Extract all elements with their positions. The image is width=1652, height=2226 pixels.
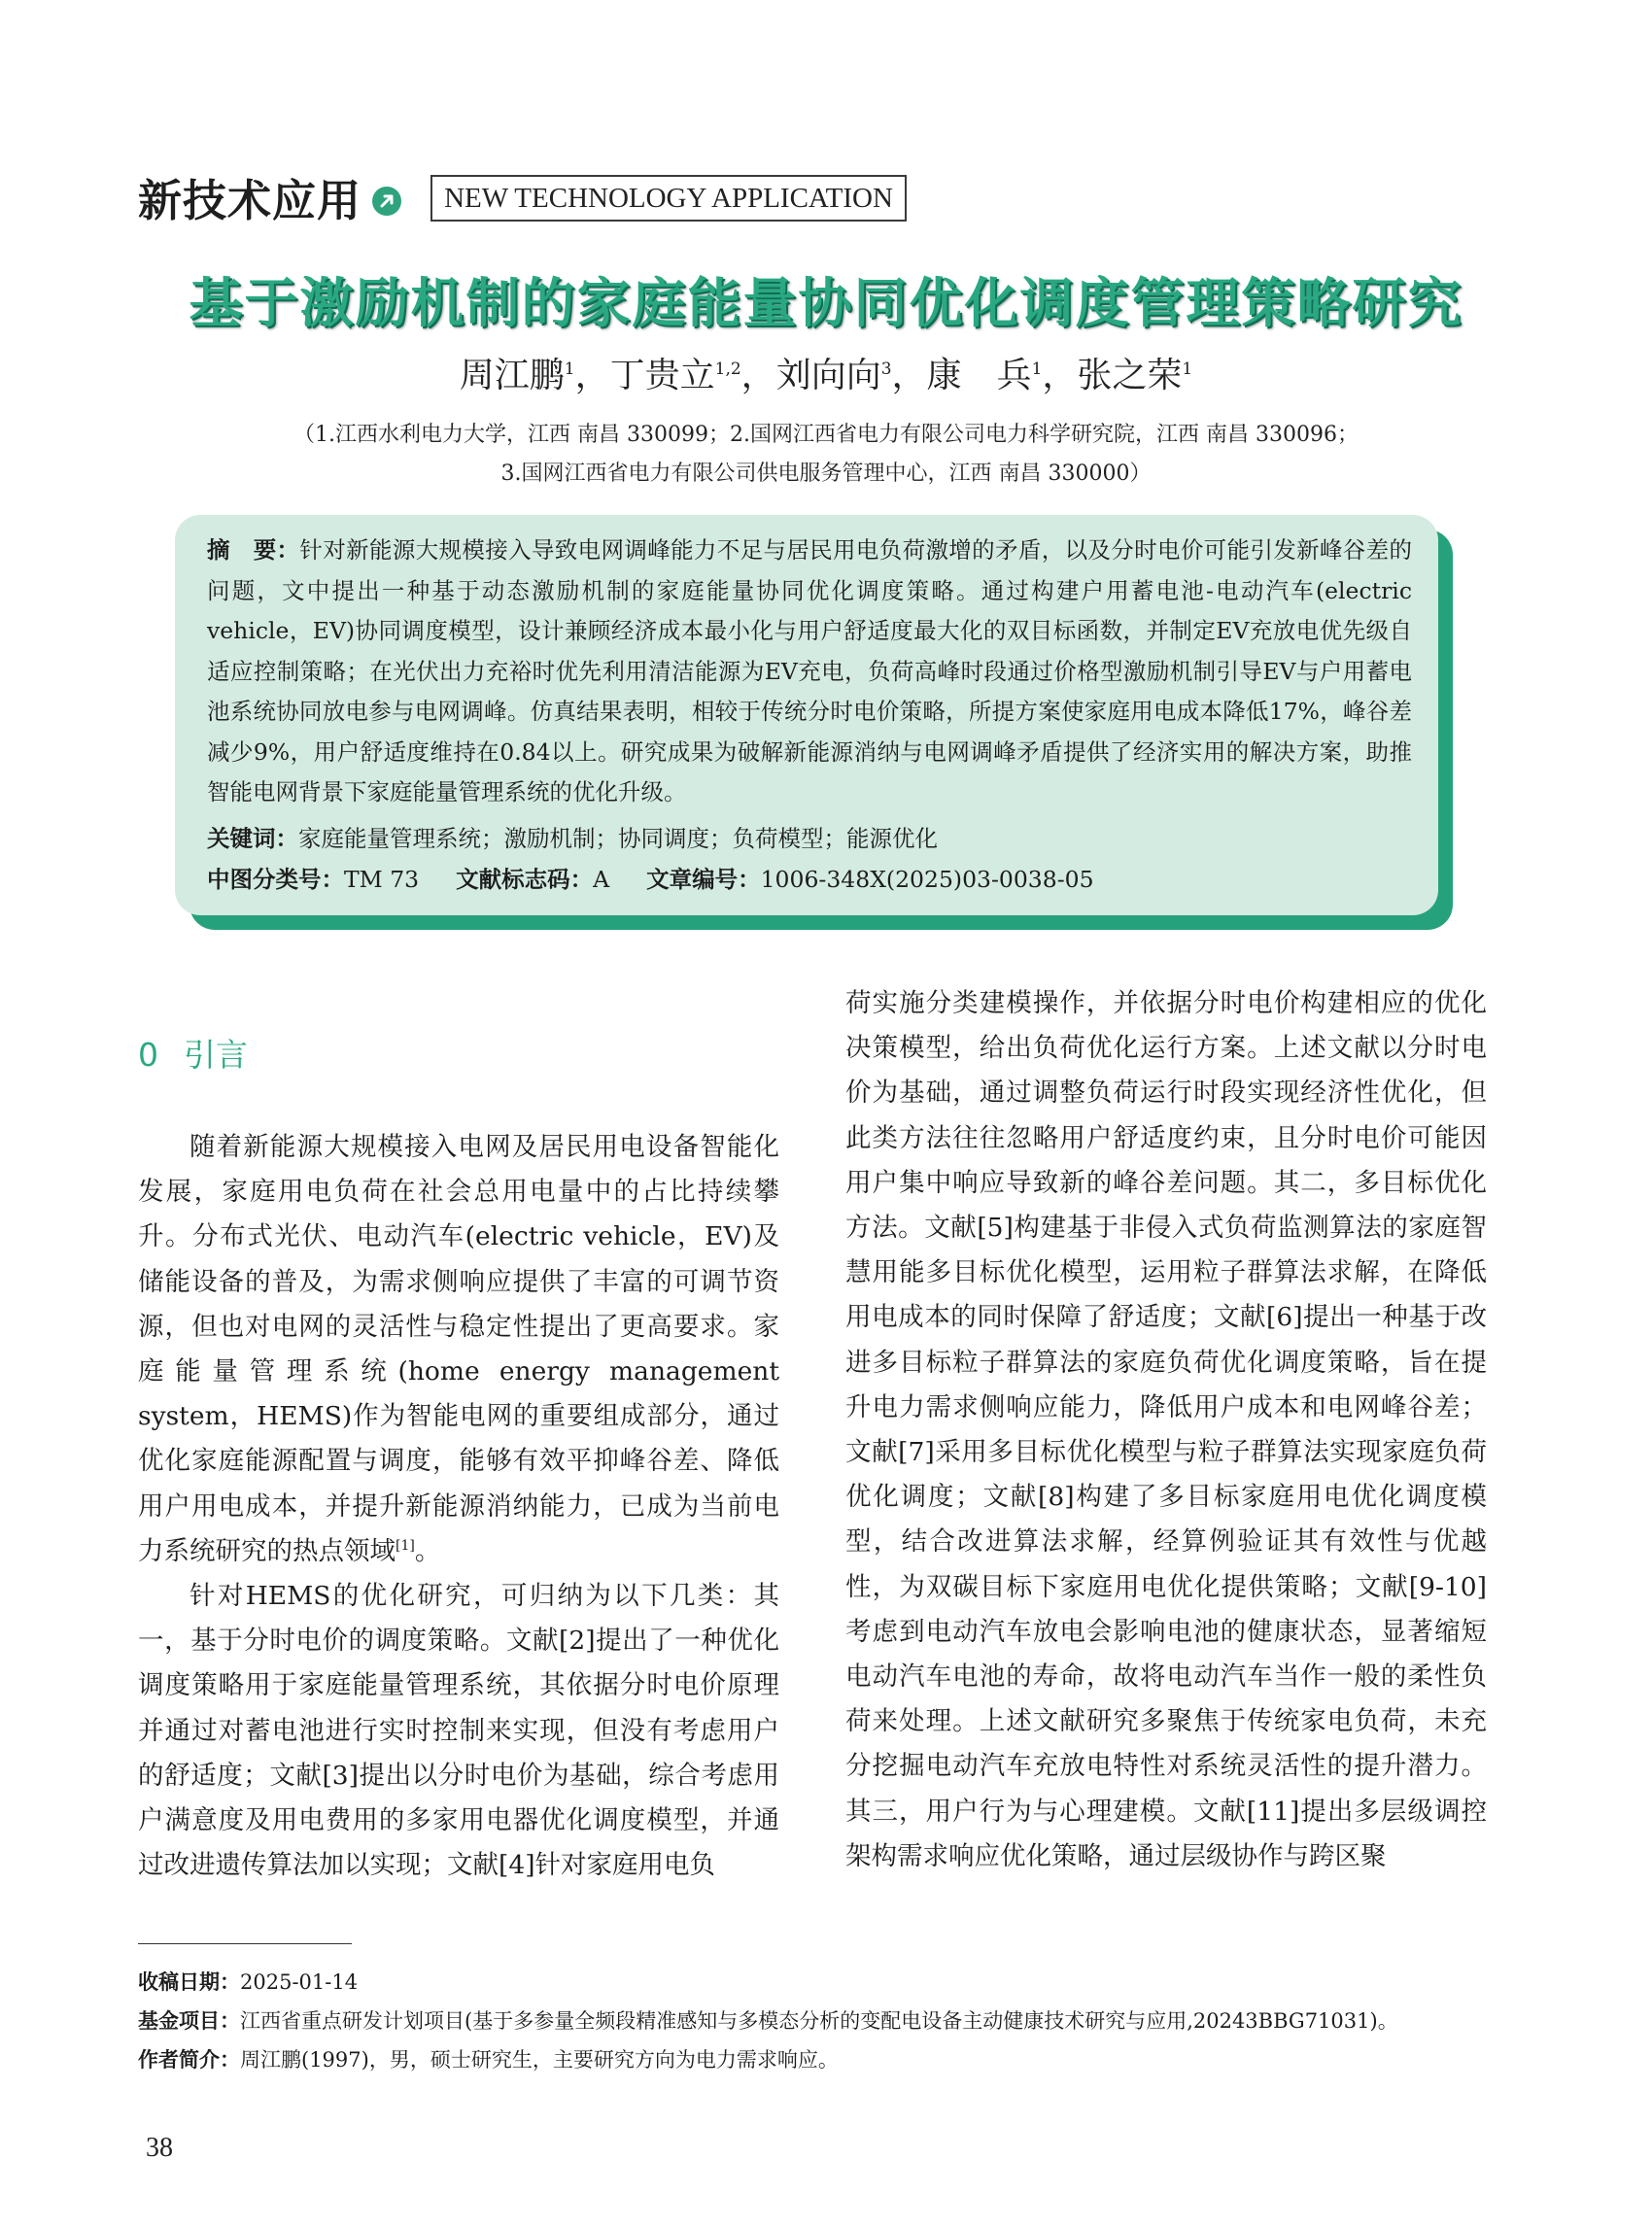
footnote-fund (138, 2005, 1398, 2035)
section-label: 新技术应用 (138, 175, 362, 226)
body-paragraph: 荷实施分类建模操作，并依据分时电价构建相应的优化决策模型，给出负荷优化运行方案。上述文献以分时电价为基础，通过调整负荷运行时段实现经济性优化，但此类方法往往忽略用户舒适度约束，且分时电价可能因用户集中响应导致新的峰谷差问题。其二，多目标优化方法。文献[5]构建基于非侵入式负荷监测算法的家庭智慧用能多目标优化模型，运用粒子群算法求解，在降低用电成本的同时保障了舒适度；文献[6]提出一种基于改进多目标粒子群算法的家庭负荷优化调度策略，旨在提升电力需求侧响应能力，降低用户成本和电网峰谷差；文献[7]采用多目标优化模型与粒子群算法实现家庭负荷优化调度；文献[8]构建了多目标家庭用电优化调度模型，结合改进算法求解，经算例验证其有效性与优越性，为双碳目标下家庭用电优化提供策略；文献[9-10]考虑到电动汽车放电会影响电池的健康状态，显著缩短电动汽车电池的寿命，故将电动汽车当作一般的柔性负荷来处理。上述文献研究多聚焦于传统家电负荷，未充分挖掘电动汽车充放电特性对系统灵活性的提升潜力。其三，用户行为与心理建模。文献[11]提出多层级调控架构需求响应优化策略，通过层级协作与跨区聚 (845, 988, 1487, 1871)
footnote-received (138, 1967, 358, 1996)
article-no-value: 1006-348X(2025)03-0038-05 (760, 866, 1094, 893)
doc-code-value: A (593, 866, 610, 893)
keywords (207, 820, 938, 853)
author-affiliation-mark: 3 (880, 360, 892, 379)
received-value: 2025-01-14 (240, 1970, 359, 1994)
author-name: 康 兵 (926, 356, 1032, 395)
author-affiliation-mark: 1 (1182, 360, 1193, 379)
footnote-author (138, 2044, 839, 2073)
paper-title: 基于激励机制的家庭能量协同优化调度管理策略研究 (189, 272, 1463, 334)
author-info-label: 作者简介： (138, 2048, 240, 2072)
author-name: 周江鹏 (459, 356, 565, 395)
section-title: 引言 (184, 1036, 248, 1074)
right-column (845, 981, 1487, 1879)
fund-value: 江西省重点研发计划项目(基于多参量全频段精准感知与多模态分析的变配电设备主动健康技术研究与应用,20243BBG71031)。 (240, 2009, 1398, 2033)
footnote-divider (138, 1943, 352, 1944)
clc-value: TM 73 (344, 866, 420, 893)
section-label-en: NEW TECHNOLOGY APPLICATION (430, 175, 907, 222)
received-label: 收稿日期： (138, 1970, 240, 1994)
paragraph-text: 随着新能源大规模接入电网及居民用电设备智能化发展，家庭用电负荷在社会总用电量中的占比持续攀升。分布式光伏、电动汽车(electric vehicle，EV)及储能设备的普及，为需求侧响应提供了丰富的可调节资源，但也对电网的灵活性与稳定性提出了更高要求。家庭能量管理系统(home energy management system，HEMS)作为智能电网的重要组成部分，通过优化家庭能源配置与调度，能够有效平抑峰谷差、降低用户用电成本，并提升新能源消纳能力，已成为当前电力系统研究的热点领域 (138, 1132, 779, 1566)
author-name: 刘向向 (775, 356, 881, 395)
citation-ref[interactable]: [1] (396, 1538, 415, 1554)
clc-label: 中图分类号： (207, 866, 344, 893)
body-paragraph (138, 1125, 779, 1574)
doc-code-label: 文献标志码： (456, 866, 594, 893)
section-number: 0 (138, 1036, 158, 1074)
body-paragraph: 针对HEMS的优化研究，可归纳为以下几类：其一，基于分时电价的调度策略。文献[2]提出了一种优化调度策略用于家庭能量管理系统，其依据分时电价原理并通过对蓄电池进行实时控制来实现，但没有考虑用户的舒适度；文献[3]提出以分时电价为基础，综合考虑用户满意度及用电费用的多家用电器优化调度模型，并通过改进遗传算法加以实现；文献[4]针对家庭用电负 (138, 1581, 779, 1881)
author-list: 周江鹏$^1$，丁贵立$^{1,2}$，刘向向$^3$，康 兵$^1$，张之荣$^1$ (459, 356, 1193, 395)
abstract-text: 针对新能源大规模接入导致电网调峰能力不足与居民用电负荷激增的矛盾，以及分时电价可能引发新峰谷差的问题，文中提出一种基于动态激励机制的家庭能量协同优化调度策略。通过构建户用蓄电池-电动汽车(electric vehicle，EV)协同调度模型，设计兼顾经济成本最小化与用户舒适度最大化的双目标函数，并制定EV充放电优先级自适应控制策略；在光伏出力充裕时优先利用清洁能源为EV充电，负荷高峰时段通过价格型激励机制引导EV与户用蓄电池系统协同放电参与电网调峰。仿真结果表明，相较于传统分时电价策略，所提方案使家庭用电成本降低17%，峰谷差减少9%，用户舒适度维持在0.84以上。研究成果为破解新能源消纳与电网调峰矛盾提供了经济实用的解决方案，助推智能电网背景下家庭能量管理系统的优化升级。 (207, 536, 1413, 805)
affiliation-line: 3.国网江西省电力有限公司供电服务管理中心，江西 南昌 330000） (500, 462, 1152, 486)
abstract-label: 摘 要： (207, 536, 300, 564)
classification-line (207, 861, 1094, 894)
paragraph-end: 。 (414, 1535, 441, 1566)
author-affiliation-mark: 1 (564, 360, 575, 379)
affiliation-line: （1.江西水利电力大学，江西 南昌 330099；2.国网江西省电力有限公司电力科学研究院，江西 南昌 330096； (293, 423, 1359, 447)
article-no-label: 文章编号： (646, 866, 761, 893)
arrow-up-right-icon (372, 187, 401, 216)
page-number: 38 (146, 2133, 173, 2163)
section-heading (138, 1030, 248, 1076)
author-info-value: 周江鹏(1997)，男，硕士研究生，主要研究方向为电力需求响应。 (240, 2048, 839, 2072)
author-name: 丁贵立 (609, 356, 715, 395)
author-affiliation-mark: 1 (1031, 360, 1043, 379)
left-column (138, 1125, 779, 1888)
abstract (207, 531, 1412, 813)
keywords-value: 家庭能量管理系统；激励机制；协同调度；负荷模型；能源优化 (298, 825, 938, 852)
author-affiliation-mark: 1,2 (714, 360, 741, 379)
author-name: 张之荣 (1077, 356, 1183, 395)
keywords-label: 关键词： (207, 825, 298, 852)
fund-label: 基金项目： (138, 2009, 240, 2033)
